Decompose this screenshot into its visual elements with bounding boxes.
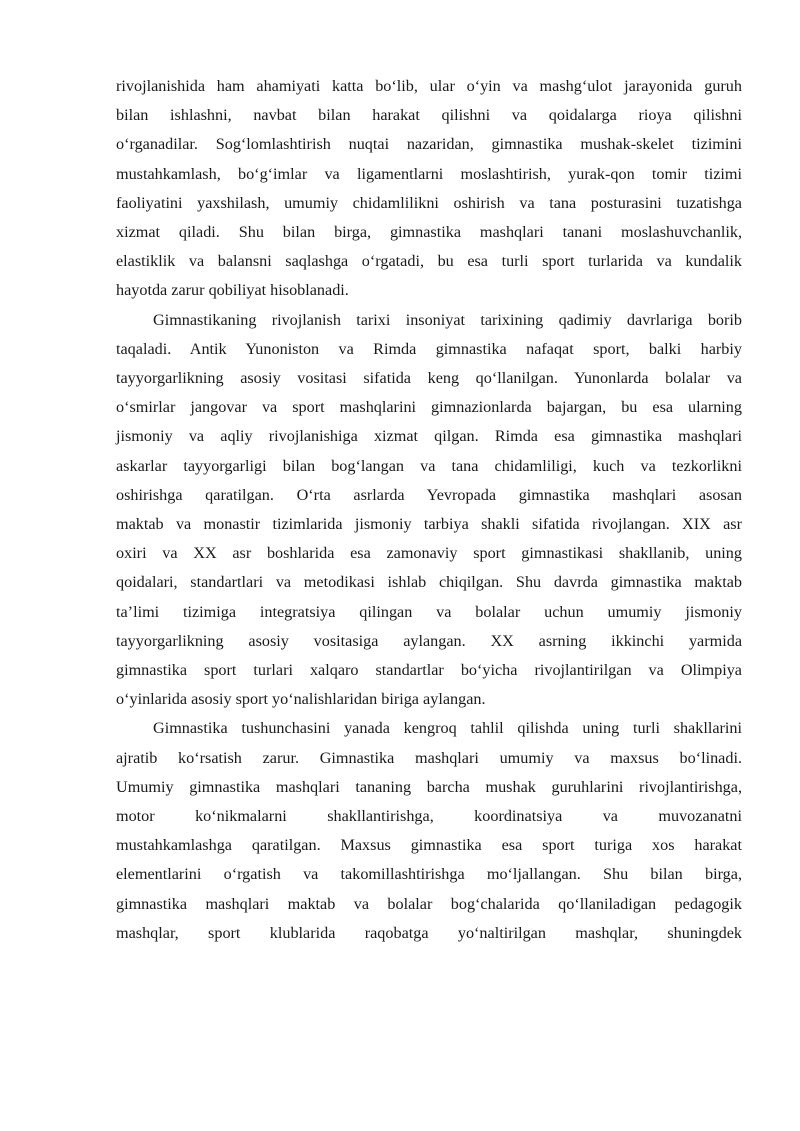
text-line: elementlarini o‘rgatish va takomillashtirishga mo‘ljallangan. Shu bilan birga, <box>116 865 742 884</box>
text-line: qoidalari, standartlari va metodikasi ishlab chiqilgan. Shu davrda gimnastika maktab <box>116 573 742 592</box>
text-line: gimnastika sport turlari xalqaro standartlar bo‘yicha rivojlantirilgan va Olimpiya <box>116 661 742 680</box>
text-line: motor ko‘nikmalarni shakllantirishga, koordinatsiya va muvozanatni <box>116 807 742 826</box>
text-line: gimnastika mashqlari maktab va bolalar bog‘chalarida qo‘llaniladigan pedagogik <box>116 894 742 913</box>
text-line: ta’limi tizimiga integratsiya qilingan va bolalar uchun umumiy jismoniy <box>116 602 742 621</box>
text-line: mashqlar, sport klublarida raqobatga yo‘naltirilgan mashqlar, shuningdek <box>116 923 742 942</box>
text-line: elastiklik va balansni saqlashga o‘rgatadi, bu esa turli sport turlarida va kundalik <box>116 252 742 271</box>
text-line: faoliyatini yaxshilash, umumiy chidamlilikni oshirish va tana posturasini tuzatishga <box>116 193 742 212</box>
text-line: Gimnastika tushunchasini yanada kengroq tahlil qilishda uning turli shakllarini <box>153 719 742 738</box>
text-line: o‘rganadilar. Sog‘lomlashtirish nuqtai nazaridan, gimnastika mushak-skelet tizimini <box>116 135 742 154</box>
text-line: tayyorgarlikning asosiy vositasi sifatida keng qo‘llanilgan. Yunonlarda bolalar va <box>116 369 742 388</box>
text-line: o‘smirlar jangovar va sport mashqlarini gimnazionlarda bajargan, bu esa ularning <box>116 398 742 417</box>
text-line: jismoniy va aqliy rivojlanishiga xizmat qilgan. Rimda esa gimnastika mashqlari <box>116 427 742 446</box>
text-line: oxiri va XX asr boshlarida esa zamonaviy sport gimnastikasi shakllanib, uning <box>116 544 742 563</box>
text-line: askarlar tayyorgarligi bilan bog‘langan va tana chidamliligi, kuch va tezkorlikni <box>116 456 742 475</box>
text-line: rivojlanishida ham ahamiyati katta bo‘lib, ular o‘yin va mashg‘ulot jarayonida guruh <box>116 77 742 95</box>
paragraph-1 <box>116 72 742 306</box>
document-page <box>116 72 742 948</box>
paragraph-2 <box>116 306 742 715</box>
text-line: hayotda zarur qobiliyat hisoblanadi. <box>116 281 349 300</box>
text-line: maktab va monastir tizimlarida jismoniy tarbiya shakli sifatida rivojlangan. XIX asr <box>116 515 742 534</box>
text-line: mustahkamlash, bo‘g‘imlar va ligamentlarni moslashtirish, yurak-qon tomir tizimi <box>116 164 742 183</box>
text-line: mustahkamlashga qaratilgan. Maxsus gimnastika esa sport turiga xos harakat <box>116 836 742 855</box>
text-line: o‘yinlarida asosiy sport yo‘nalishlaridan biriga aylangan. <box>116 690 486 709</box>
text-line: ajratib ko‘rsatish zarur. Gimnastika mashqlari umumiy va maxsus bo‘linadi. <box>116 748 742 767</box>
text-line: xizmat qiladi. Shu bilan birga, gimnastika mashqlari tanani moslashuvchanlik, <box>116 223 742 242</box>
text-line: tayyorgarlikning asosiy vositasiga aylangan. XX asrning ikkinchi yarmida <box>116 631 742 650</box>
paragraph-3 <box>116 714 742 948</box>
text-line: Gimnastikaning rivojlanish tarixi insoniyat tarixining qadimiy davrlariga borib <box>153 310 742 329</box>
text-line: Umumiy gimnastika mashqlari tananing barcha mushak guruhlarini rivojlantirishga, <box>116 777 742 796</box>
text-line: oshirishga qaratilgan. O‘rta asrlarda Yevropada gimnastika mashqlari asosan <box>116 485 742 504</box>
text-line: taqaladi. Antik Yunoniston va Rimda gimnastika nafaqat sport, balki harbiy <box>116 339 742 358</box>
text-line: bilan ishlashni, navbat bilan harakat qilishni va qoidalarga rioya qilishni <box>116 106 742 125</box>
